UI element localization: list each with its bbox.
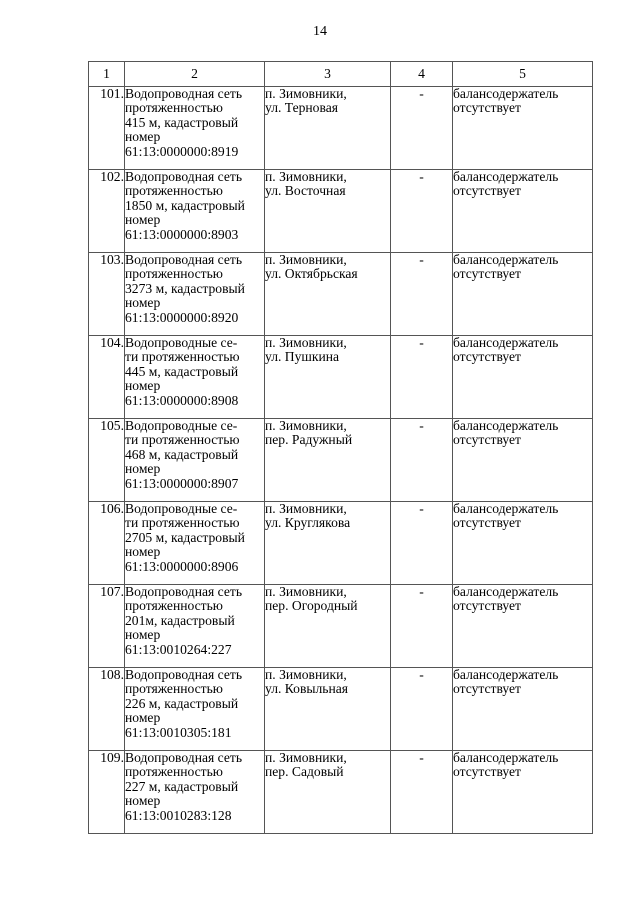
object-description-line: Водопроводная сеть — [125, 252, 243, 267]
address-line: п. Зимовники, — [265, 335, 347, 350]
balance-holder-line: отсутствует — [453, 598, 522, 614]
row-number: 106. — [89, 502, 125, 585]
column-4-value: - — [391, 87, 453, 170]
object-description-line: Водопроводная сеть — [125, 667, 243, 682]
address-cell — [265, 751, 391, 834]
object-description-line: 61:13:0000000:8908 — [125, 392, 239, 408]
object-description-line: Водопроводная сеть — [125, 169, 243, 184]
object-description-line: протяженностью — [125, 100, 223, 116]
table-row — [89, 253, 593, 336]
registry-table — [88, 61, 593, 834]
balance-holder-cell — [453, 170, 593, 253]
column-4-value: - — [391, 502, 453, 585]
address-line: п. Зимовники, — [265, 86, 347, 101]
balance-holder-line: отсутствует — [453, 266, 522, 282]
balance-holder-line: отсутствует — [453, 764, 522, 780]
object-description-cell — [125, 87, 265, 170]
balance-holder-cell — [453, 87, 593, 170]
object-description-line: 61:13:0010305:181 — [125, 724, 232, 740]
row-number: 103. — [89, 253, 125, 336]
object-description-line: протяженностью — [125, 681, 223, 697]
object-description-line: протяженностью — [125, 764, 223, 780]
object-description-line: 1850 м, кадастровый — [125, 197, 245, 213]
table-row — [89, 502, 593, 585]
table-row — [89, 585, 593, 668]
object-description-cell — [125, 253, 265, 336]
address-line: ул. Терновая — [265, 100, 338, 116]
balance-holder-line: балансодержатель — [453, 252, 559, 267]
object-description-line: ти протяженностью — [125, 432, 240, 448]
object-description-cell — [125, 170, 265, 253]
address-cell — [265, 170, 391, 253]
object-description-line: 227 м, кадастровый — [125, 778, 239, 794]
object-description-line: протяженностью — [125, 266, 223, 282]
object-description-line: 61:13:0010283:128 — [125, 807, 232, 823]
column-4-value: - — [391, 585, 453, 668]
row-number: 102. — [89, 170, 125, 253]
balance-holder-line: отсутствует — [453, 515, 522, 531]
column-header-2: 2 — [125, 62, 265, 87]
address-cell — [265, 668, 391, 751]
row-number: 101. — [89, 87, 125, 170]
object-description-line: Водопроводные се- — [125, 501, 238, 516]
object-description-line: номер — [125, 212, 161, 228]
object-description-line: 2705 м, кадастровый — [125, 529, 245, 545]
address-line: п. Зимовники, — [265, 501, 347, 516]
address-line: п. Зимовники, — [265, 667, 347, 682]
column-4-value: - — [391, 751, 453, 834]
table-body — [89, 87, 593, 834]
object-description-line: 468 м, кадастровый — [125, 446, 239, 462]
object-description-line: номер — [125, 378, 161, 394]
address-cell — [265, 253, 391, 336]
object-description-line: протяженностью — [125, 183, 223, 199]
balance-holder-line: балансодержатель — [453, 86, 559, 101]
column-header-5: 5 — [453, 62, 593, 87]
balance-holder-cell — [453, 585, 593, 668]
object-description-line: номер — [125, 461, 161, 477]
balance-holder-line: балансодержатель — [453, 501, 559, 516]
row-number: 108. — [89, 668, 125, 751]
address-line: ул. Круглякова — [265, 515, 351, 531]
address-line: п. Зимовники, — [265, 418, 347, 433]
table-row — [89, 668, 593, 751]
object-description-line: 61:13:0000000:8906 — [125, 558, 239, 574]
address-line: п. Зимовники, — [265, 584, 347, 599]
object-description-line: 415 м, кадастровый — [125, 114, 239, 130]
object-description-cell — [125, 585, 265, 668]
object-description-cell — [125, 336, 265, 419]
address-line: пер. Огородный — [265, 598, 358, 614]
object-description-line: 61:13:0010264:227 — [125, 641, 232, 657]
address-line: ул. Восточная — [265, 183, 346, 199]
table-row — [89, 336, 593, 419]
object-description-line: 226 м, кадастровый — [125, 695, 239, 711]
balance-holder-line: балансодержатель — [453, 169, 559, 184]
balance-holder-cell — [453, 751, 593, 834]
address-cell — [265, 585, 391, 668]
address-line: пер. Садовый — [265, 764, 344, 780]
column-4-value: - — [391, 419, 453, 502]
object-description-cell — [125, 419, 265, 502]
balance-holder-line: отсутствует — [453, 349, 522, 365]
table-row — [89, 751, 593, 834]
object-description-line: 445 м, кадастровый — [125, 363, 239, 379]
object-description-line: номер — [125, 710, 161, 726]
table-row — [89, 170, 593, 253]
object-description-line: протяженностью — [125, 598, 223, 614]
table-row — [89, 419, 593, 502]
column-header-3: 3 — [265, 62, 391, 87]
address-line: пер. Радужный — [265, 432, 353, 448]
address-cell — [265, 336, 391, 419]
table-row — [89, 87, 593, 170]
object-description-line: номер — [125, 627, 161, 643]
balance-holder-cell — [453, 502, 593, 585]
address-cell — [265, 502, 391, 585]
table-header-row — [89, 62, 593, 87]
address-line: п. Зимовники, — [265, 750, 347, 765]
object-description-line: 61:13:0000000:8903 — [125, 226, 239, 242]
page-number: 14 — [313, 24, 327, 39]
row-number: 107. — [89, 585, 125, 668]
column-header-4: 4 — [391, 62, 453, 87]
object-description-line: номер — [125, 793, 161, 809]
balance-holder-cell — [453, 253, 593, 336]
column-4-value: - — [391, 253, 453, 336]
object-description-line: Водопроводные се- — [125, 335, 238, 350]
object-description-line: 61:13:0000000:8919 — [125, 143, 239, 159]
row-number: 109. — [89, 751, 125, 834]
object-description-cell — [125, 502, 265, 585]
balance-holder-line: отсутствует — [453, 100, 522, 116]
row-number: 104. — [89, 336, 125, 419]
address-line: ул. Октябрьская — [265, 266, 358, 282]
object-description-line: ти протяженностью — [125, 515, 240, 531]
balance-holder-line: балансодержатель — [453, 418, 559, 433]
object-description-line: 61:13:0000000:8920 — [125, 309, 239, 325]
address-cell — [265, 87, 391, 170]
object-description-line: номер — [125, 129, 161, 145]
object-description-line: Водопроводная сеть — [125, 750, 243, 765]
column-4-value: - — [391, 336, 453, 419]
balance-holder-cell — [453, 336, 593, 419]
object-description-line: Водопроводные се- — [125, 418, 238, 433]
object-description-line: 61:13:0000000:8907 — [125, 475, 239, 491]
object-description-line: Водопроводная сеть — [125, 86, 243, 101]
object-description-cell — [125, 751, 265, 834]
object-description-line: 201м, кадастровый — [125, 612, 235, 628]
balance-holder-line: отсутствует — [453, 183, 522, 199]
address-line: п. Зимовники, — [265, 252, 347, 267]
object-description-cell — [125, 668, 265, 751]
balance-holder-cell — [453, 668, 593, 751]
column-4-value: - — [391, 170, 453, 253]
object-description-line: номер — [125, 295, 161, 311]
object-description-line: ти протяженностью — [125, 349, 240, 365]
balance-holder-line: балансодержатель — [453, 335, 559, 350]
address-line: п. Зимовники, — [265, 169, 347, 184]
address-line: ул. Пушкина — [265, 349, 340, 365]
row-number: 105. — [89, 419, 125, 502]
balance-holder-line: балансодержатель — [453, 750, 559, 765]
balance-holder-cell — [453, 419, 593, 502]
object-description-line: 3273 м, кадастровый — [125, 280, 245, 296]
balance-holder-line: балансодержатель — [453, 584, 559, 599]
object-description-line: Водопроводная сеть — [125, 584, 243, 599]
address-cell — [265, 419, 391, 502]
balance-holder-line: отсутствует — [453, 681, 522, 697]
balance-holder-line: балансодержатель — [453, 667, 559, 682]
balance-holder-line: отсутствует — [453, 432, 522, 448]
object-description-line: номер — [125, 544, 161, 560]
column-4-value: - — [391, 668, 453, 751]
address-line: ул. Ковыльная — [265, 681, 349, 697]
column-header-1: 1 — [89, 62, 125, 87]
